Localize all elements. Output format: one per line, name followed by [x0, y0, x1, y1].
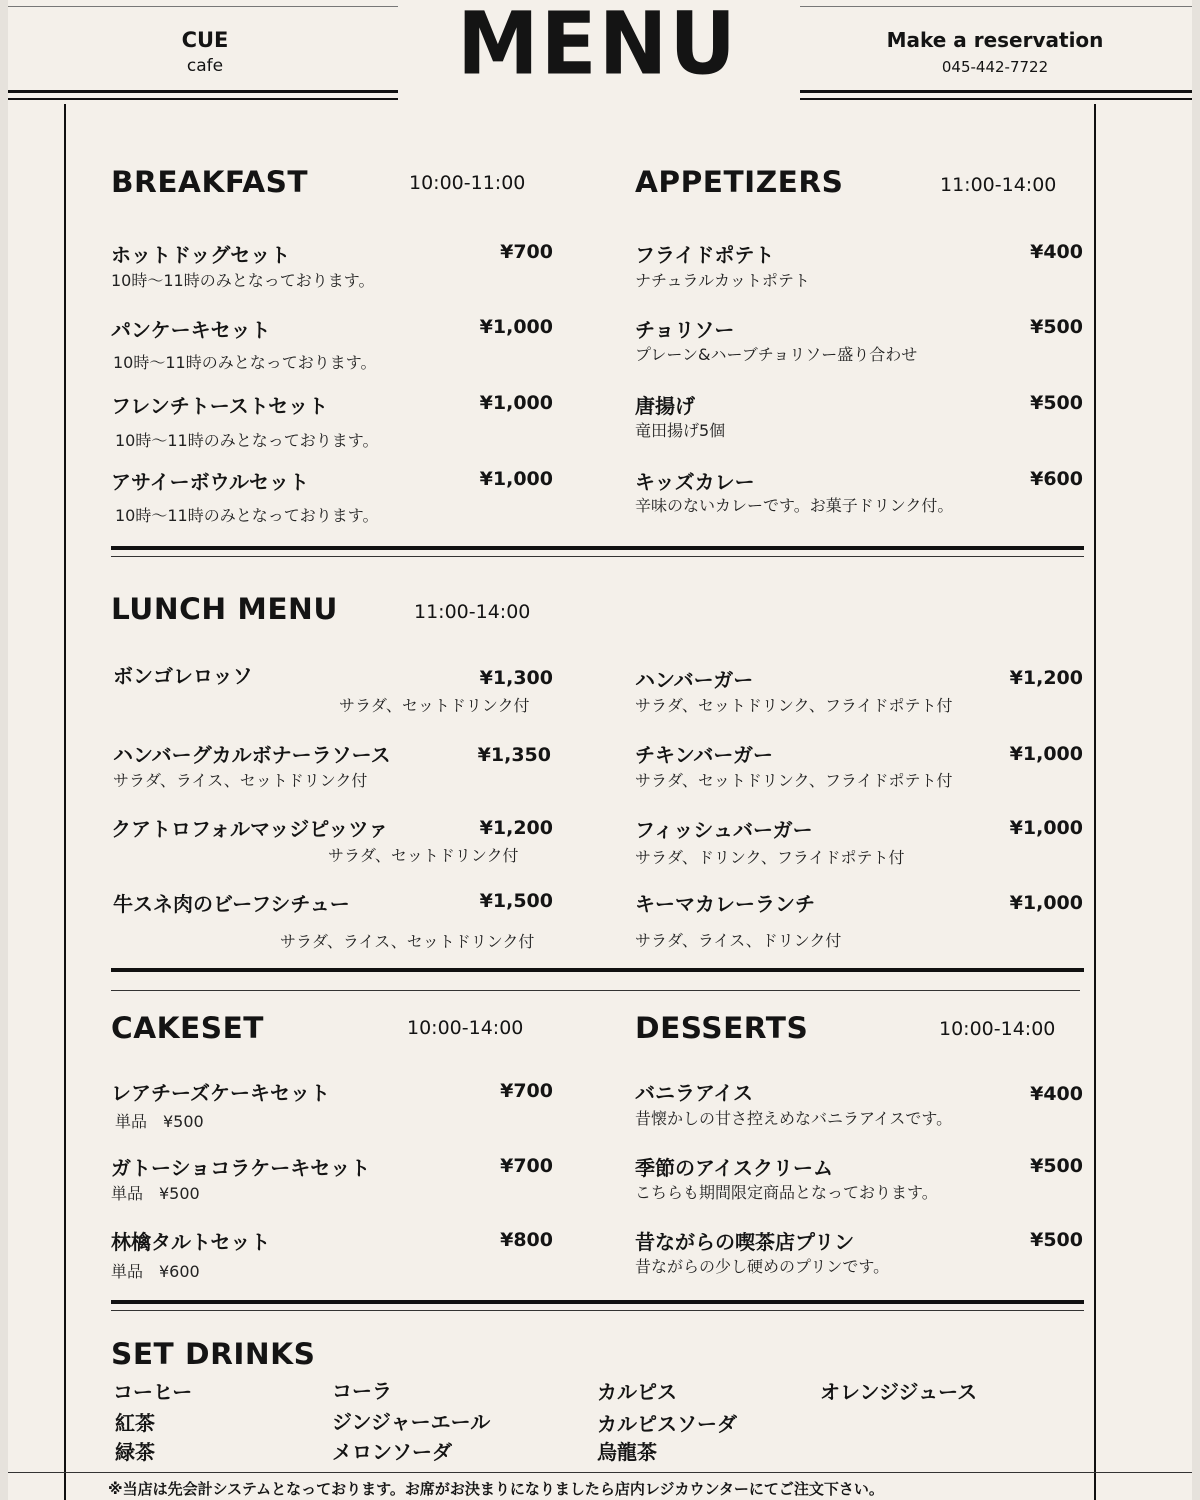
menu-item-price: ¥1,000	[1009, 743, 1083, 765]
drink-item: メロンソーダ	[332, 1440, 452, 1464]
menu-item-name: レアチーズケーキセット	[111, 1081, 330, 1105]
menu-item-price: ¥1,000	[479, 468, 553, 490]
header-rule-left	[8, 90, 398, 93]
menu-item-price: ¥1,200	[479, 817, 553, 839]
frame-left-border	[64, 104, 66, 1500]
menu-item-price: ¥1,500	[479, 890, 553, 912]
set-drinks-heading: SET DRINKS	[111, 1337, 316, 1371]
menu-item-price: ¥500	[1030, 392, 1083, 414]
menu-item-desc: こちらも期間限定商品となっております。	[635, 1183, 938, 1202]
section-divider-thin	[111, 556, 1084, 557]
menu-item-name: 季節のアイスクリーム	[635, 1156, 833, 1180]
menu-item-name: ボンゴレロッソ	[113, 664, 253, 688]
lunch-heading: LUNCH MENU	[111, 592, 338, 626]
header-rule-right-2	[800, 98, 1192, 100]
menu-item-price: ¥1,000	[479, 316, 553, 338]
menu-item-desc: ナチュラルカットポテト	[635, 271, 810, 290]
menu-item-price: ¥600	[1030, 468, 1083, 490]
menu-item-name: アサイーボウルセット	[111, 470, 309, 494]
menu-item-price: ¥1,350	[477, 744, 551, 766]
cakeset-heading: CAKESET	[111, 1011, 264, 1045]
menu-item-desc: 単品 ¥500	[111, 1184, 200, 1203]
menu-item-price: ¥1,000	[1009, 892, 1083, 914]
menu-item-desc: 10時〜11時のみとなっております。	[115, 431, 379, 450]
header-rule-left-2	[8, 98, 398, 100]
menu-item-desc: 竜田揚げ5個	[635, 421, 726, 440]
menu-item-name: チョリソー	[635, 318, 735, 342]
breakfast-hours: 10:00-11:00	[409, 172, 526, 194]
menu-item-name: 林檎タルトセット	[111, 1230, 271, 1254]
menu-item-desc: 単品 ¥600	[111, 1262, 200, 1281]
breakfast-heading: BREAKFAST	[111, 165, 309, 199]
menu-item-name: 昔ながらの喫茶店プリン	[635, 1230, 855, 1254]
menu-item-name: チキンバーガー	[635, 743, 773, 767]
header-rule-top-right	[800, 6, 1192, 7]
section-divider	[111, 968, 1084, 972]
menu-item-price: ¥1,200	[1009, 667, 1083, 689]
brand-name: CUE	[181, 28, 229, 52]
menu-item-price: ¥700	[500, 1155, 553, 1177]
menu-item-name: クアトロフォルマッジピッツァ	[111, 817, 389, 841]
section-divider-thin	[111, 990, 1080, 991]
cakeset-hours: 10:00-14:00	[407, 1017, 524, 1039]
menu-item-name: ハンバーガー	[635, 668, 754, 692]
drink-item: 緑茶	[115, 1440, 155, 1464]
brand-subtitle: cafe	[186, 56, 224, 76]
drink-item: 烏龍茶	[597, 1440, 657, 1464]
desserts-hours: 10:00-14:00	[939, 1018, 1056, 1040]
menu-item-desc: サラダ、ドリンク、フライドポテト付	[635, 848, 905, 867]
menu-item-desc: 昔ながらの少し硬めのプリンです。	[635, 1257, 890, 1276]
menu-item-price: ¥500	[1030, 1229, 1083, 1251]
menu-item-desc: サラダ、セットドリンク、フライドポテト付	[635, 771, 953, 790]
menu-item-name: ホットドッグセット	[111, 243, 291, 267]
footnote: ※当店は先会計システムとなっております。お席がお決まりになりましたら店内レジカウンターにてご注文下さい。	[108, 1480, 884, 1498]
menu-item-desc: 昔懐かしの甘さ控えめなバニラアイスです。	[635, 1109, 953, 1128]
menu-item-name: フィッシュバーガー	[635, 818, 813, 842]
menu-item-price: ¥400	[1030, 241, 1083, 263]
menu-item-desc: プレーン&ハーブチョリソー盛り合わせ	[635, 345, 918, 364]
menu-item-price: ¥1,300	[479, 667, 553, 689]
menu-item-price: ¥400	[1030, 1083, 1083, 1105]
menu-item-desc: 単品 ¥500	[115, 1112, 204, 1131]
menu-item-name: バニラアイス	[635, 1081, 753, 1105]
menu-item-name: フライドポテト	[635, 243, 775, 267]
menu-item-name: ガトーショコラケーキセット	[111, 1156, 371, 1180]
drink-item: オレンジジュース	[820, 1380, 978, 1404]
menu-item-desc: サラダ、ライス、セットドリンク付	[113, 771, 368, 790]
menu-item-name: パンケーキセット	[111, 318, 271, 342]
menu-item-desc: サラダ、セットドリンク付	[328, 846, 519, 865]
menu-item-price: ¥700	[500, 1080, 553, 1102]
menu-item-price: ¥1,000	[1009, 817, 1083, 839]
menu-item-price: ¥500	[1030, 1155, 1083, 1177]
phone-number[interactable]: 045-442-7722	[941, 58, 1049, 76]
menu-item-name: フレンチトーストセット	[111, 394, 329, 418]
menu-item-desc: 10時〜11時のみとなっております。	[115, 506, 379, 525]
page-title: MENU	[457, 0, 738, 95]
drink-item: カルピスソーダ	[597, 1412, 737, 1436]
menu-item-desc: 10時〜11時のみとなっております。	[113, 353, 377, 372]
menu-item-price: ¥800	[500, 1229, 553, 1251]
drink-item: コーヒー	[113, 1380, 193, 1404]
right-margin-strip	[1192, 0, 1200, 1500]
footer-rule	[8, 1472, 1192, 1473]
left-margin-strip	[0, 0, 8, 1500]
drink-item: コーラ	[332, 1379, 392, 1403]
appetizers-hours: 11:00-14:00	[940, 174, 1057, 196]
appetizers-heading: APPETIZERS	[635, 165, 844, 199]
menu-item-name: キッズカレー	[635, 470, 755, 494]
section-divider	[111, 546, 1084, 550]
section-divider-thin	[111, 1310, 1084, 1311]
menu-item-price: ¥1,000	[479, 392, 553, 414]
frame-right-border	[1094, 104, 1096, 1500]
menu-item-name: 唐揚げ	[635, 394, 695, 418]
menu-item-name: 牛スネ肉のビーフシチュー	[113, 892, 350, 916]
menu-item-desc: 10時〜11時のみとなっております。	[111, 271, 375, 290]
menu-item-desc: サラダ、セットドリンク、フライドポテト付	[635, 696, 953, 715]
reservation-link[interactable]: Make a reservation	[886, 28, 1104, 52]
drink-item: ジンジャーエール	[332, 1410, 491, 1434]
desserts-heading: DESSERTS	[635, 1011, 809, 1045]
menu-item-price: ¥500	[1030, 316, 1083, 338]
drink-item: 紅茶	[115, 1411, 155, 1435]
menu-item-price: ¥700	[500, 241, 553, 263]
menu-item-name: キーマカレーランチ	[635, 892, 815, 916]
header-rule-top-left	[8, 6, 398, 7]
menu-item-desc: サラダ、セットドリンク付	[339, 696, 530, 715]
menu-item-desc: サラダ、ライス、ドリンク付	[635, 931, 842, 950]
section-divider	[111, 1300, 1084, 1304]
lunch-hours: 11:00-14:00	[414, 601, 531, 623]
header-rule-right	[800, 90, 1192, 93]
menu-item-name: ハンバーグカルボナーラソース	[113, 743, 391, 767]
drink-item: カルピス	[597, 1380, 677, 1404]
menu-item-desc: サラダ、ライス、セットドリンク付	[280, 932, 535, 951]
menu-item-desc: 辛味のないカレーです。お菓子ドリンク付。	[635, 496, 954, 515]
